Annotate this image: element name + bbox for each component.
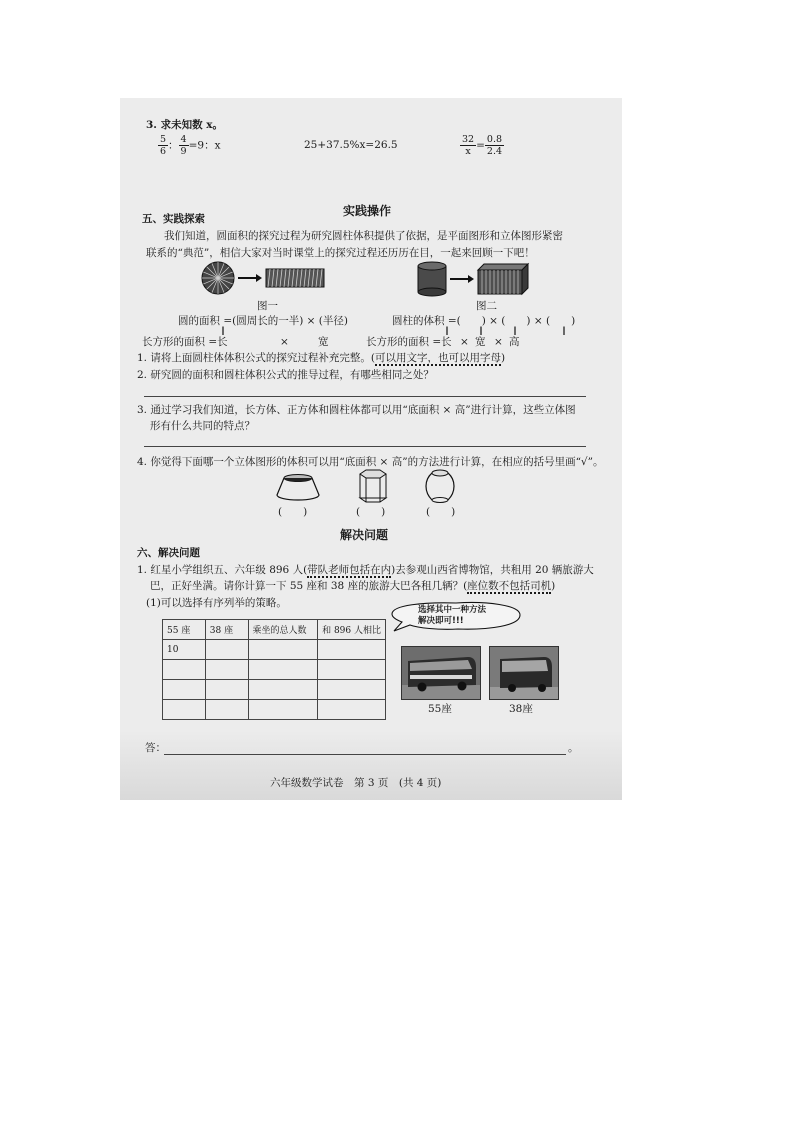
table-cell[interactable] <box>318 640 386 660</box>
equal-mark: ‖ <box>562 326 566 335</box>
barrel-icon <box>424 468 456 504</box>
section-heading-5: 五、实践探索 <box>142 213 205 225</box>
equal-mark: ‖ <box>479 326 483 335</box>
table-header: 55 座 <box>163 620 206 640</box>
eq1-b-den: 9 <box>180 146 187 157</box>
answer-paren-barrel[interactable]: ( ) <box>426 506 456 518</box>
frustum-icon <box>274 472 322 502</box>
answer-line[interactable] <box>164 754 566 755</box>
section-heading-6: 六、解决问题 <box>137 547 200 559</box>
equation-3 <box>460 134 504 157</box>
p1-text: ) <box>551 580 556 592</box>
table-cell[interactable] <box>318 660 386 680</box>
bus-photo-38 <box>489 646 559 700</box>
eq3-r-num: 0.8 <box>486 134 503 145</box>
eq3-r-den: 2.4 <box>486 146 503 157</box>
eq1-rest: =9：x <box>188 139 221 152</box>
table-cell[interactable] <box>248 700 318 720</box>
q1-text: 1. 请将上面圆柱体体积公式的探究过程补充完整。( <box>137 352 375 364</box>
arrow-right-icon <box>238 274 262 282</box>
table-cell[interactable] <box>248 640 318 660</box>
answer-paren-prism[interactable]: ( ) <box>356 506 386 518</box>
table-cell[interactable] <box>205 680 248 700</box>
term-times: × <box>494 336 503 348</box>
cuboid-icon <box>478 264 528 294</box>
eq3-l-den: x <box>465 146 471 157</box>
table-header-row <box>163 620 386 640</box>
eq1-a-num: 5 <box>160 134 167 145</box>
practice-question-4: 4. 你觉得下面哪一个立体图形的体积可以用“底面积 × 高”的方法进行计算，在相应的括号里画“√”。 <box>137 456 604 468</box>
section-title-practice: 实践操作 <box>343 204 392 218</box>
table-row <box>163 640 386 660</box>
table-cell[interactable] <box>318 680 386 700</box>
equation-1 <box>158 134 221 157</box>
section-title-solve: 解决问题 <box>340 528 389 542</box>
term-length: 长 <box>217 336 228 348</box>
figure-1-label: 图一 <box>257 300 278 312</box>
equal-mark: ‖ <box>445 326 449 335</box>
intro-line-1: 我们知道，圆面积的探究过程为研究圆柱体积提供了依据，是平面图形和立体图形紧密 <box>164 230 563 242</box>
table-cell[interactable] <box>205 640 248 660</box>
table-cell[interactable] <box>163 660 206 680</box>
table-row <box>163 700 386 720</box>
table-header: 和 896 人相比 <box>318 620 386 640</box>
equal-mark: ‖ <box>513 326 517 335</box>
table-cell[interactable] <box>248 660 318 680</box>
problem-1-line-2 <box>150 579 555 593</box>
p1-emphasis: 带队老师包括在内 <box>307 564 392 576</box>
cylinder-volume-formula: 圆柱的体积 =( ) × ( ) × ( ) <box>392 315 576 327</box>
answer-line[interactable] <box>144 446 586 447</box>
term-length: 长 <box>441 336 452 348</box>
problem-1-sub-1: (1)可以选择有序列举的策略。 <box>146 597 287 609</box>
bus-photo-55 <box>401 646 481 700</box>
exam-page <box>120 98 622 800</box>
bus-label-38: 38座 <box>509 703 533 715</box>
term-times: × <box>280 336 289 348</box>
eq3-l-num: 32 <box>462 134 475 145</box>
bus-icon <box>490 647 558 699</box>
practice-question-2: 2. 研究圆的面积和圆柱体积公式的推导过程，有哪些相同之处？ <box>137 369 434 381</box>
practice-question-3-line-1: 3. 通过学习我们知道，长方体、正方体和圆柱体都可以用“底面积 × 高”进行计算，这些立体图 <box>137 404 576 416</box>
figure-2-label: 图二 <box>476 300 497 312</box>
eq3-equals: = <box>476 139 485 152</box>
table-header: 38 座 <box>205 620 248 640</box>
q3-label: 3. 求未知数 x。 <box>146 119 224 131</box>
table-cell[interactable] <box>205 660 248 680</box>
enumeration-table <box>162 619 386 720</box>
rectangle-area-label: 长方形的面积 = <box>366 336 442 348</box>
p1-emphasis: 座位数不包括司机 <box>467 580 552 592</box>
equation-2: 25+37.5%x=26.5 <box>304 139 398 151</box>
p1-text: )去参观山西省博物馆，共租用 20 辆旅游大 <box>391 564 594 576</box>
cylinder-icon <box>418 262 446 296</box>
bus-icon <box>402 647 480 699</box>
bubble-line-2: 解决即可!!! <box>418 616 464 626</box>
answer-paren-frustum[interactable]: ( ) <box>278 506 308 518</box>
bubble-line-1: 选择其中一种方法 <box>418 605 487 615</box>
figure-circle-to-rectangle <box>200 260 330 296</box>
intro-line-2: 联系的“典范”，相信大家对当时课堂上的探究过程还历历在目，一起来回顾一下吧！ <box>146 247 535 259</box>
problem-1-line-1 <box>137 563 594 577</box>
rectangle-area-label: 长方形的面积 = <box>142 336 218 348</box>
hexagonal-prism-icon <box>356 468 390 504</box>
q1-close: ) <box>500 352 506 364</box>
term-width: 宽 <box>475 336 486 348</box>
table-header: 乘坐的总人数 <box>248 620 318 640</box>
table-cell[interactable] <box>205 700 248 720</box>
term-times: × <box>460 336 469 348</box>
q1-emphasis: 可以用文字，也可以用字母 <box>374 352 501 364</box>
equal-mark: ‖ <box>221 326 225 335</box>
page-footer: 六年级数学试卷 第 3 页 (共 4 页) <box>270 777 442 789</box>
sector-circle-icon <box>202 262 234 294</box>
answer-label: 答： <box>145 742 166 754</box>
practice-question-3-line-2: 形有什么共同的特点？ <box>150 420 255 432</box>
term-width: 宽 <box>318 336 329 348</box>
answer-line[interactable] <box>144 396 586 397</box>
eq1-colon: ： <box>168 139 179 152</box>
figure-cylinder-to-cuboid <box>414 260 532 298</box>
eq1-a-den: 6 <box>160 146 167 157</box>
table-cell[interactable] <box>318 700 386 720</box>
eq1-b-num: 4 <box>180 134 187 145</box>
bus-label-55: 55座 <box>428 703 452 715</box>
p1-text: 巴，正好坐满。请你计算一下 55 座和 38 座的旅游大巴各租几辆？( <box>150 580 468 592</box>
p1-text: 1. 红星小学组织五、六年级 896 人( <box>137 564 308 576</box>
term-height: 高 <box>509 336 520 348</box>
table-row <box>163 680 386 700</box>
rectangle-strips-icon <box>266 269 324 287</box>
arrow-right-icon <box>450 275 474 283</box>
practice-question-1 <box>137 351 505 365</box>
circle-area-formula: 圆的面积 =(圆周长的一半) × (半径) <box>178 315 348 327</box>
table-row <box>163 660 386 680</box>
table-cell[interactable] <box>248 680 318 700</box>
answer-period: 。 <box>568 742 579 754</box>
table-cell[interactable] <box>163 680 206 700</box>
table-cell[interactable]: 10 <box>163 640 206 660</box>
table-cell[interactable] <box>163 700 206 720</box>
